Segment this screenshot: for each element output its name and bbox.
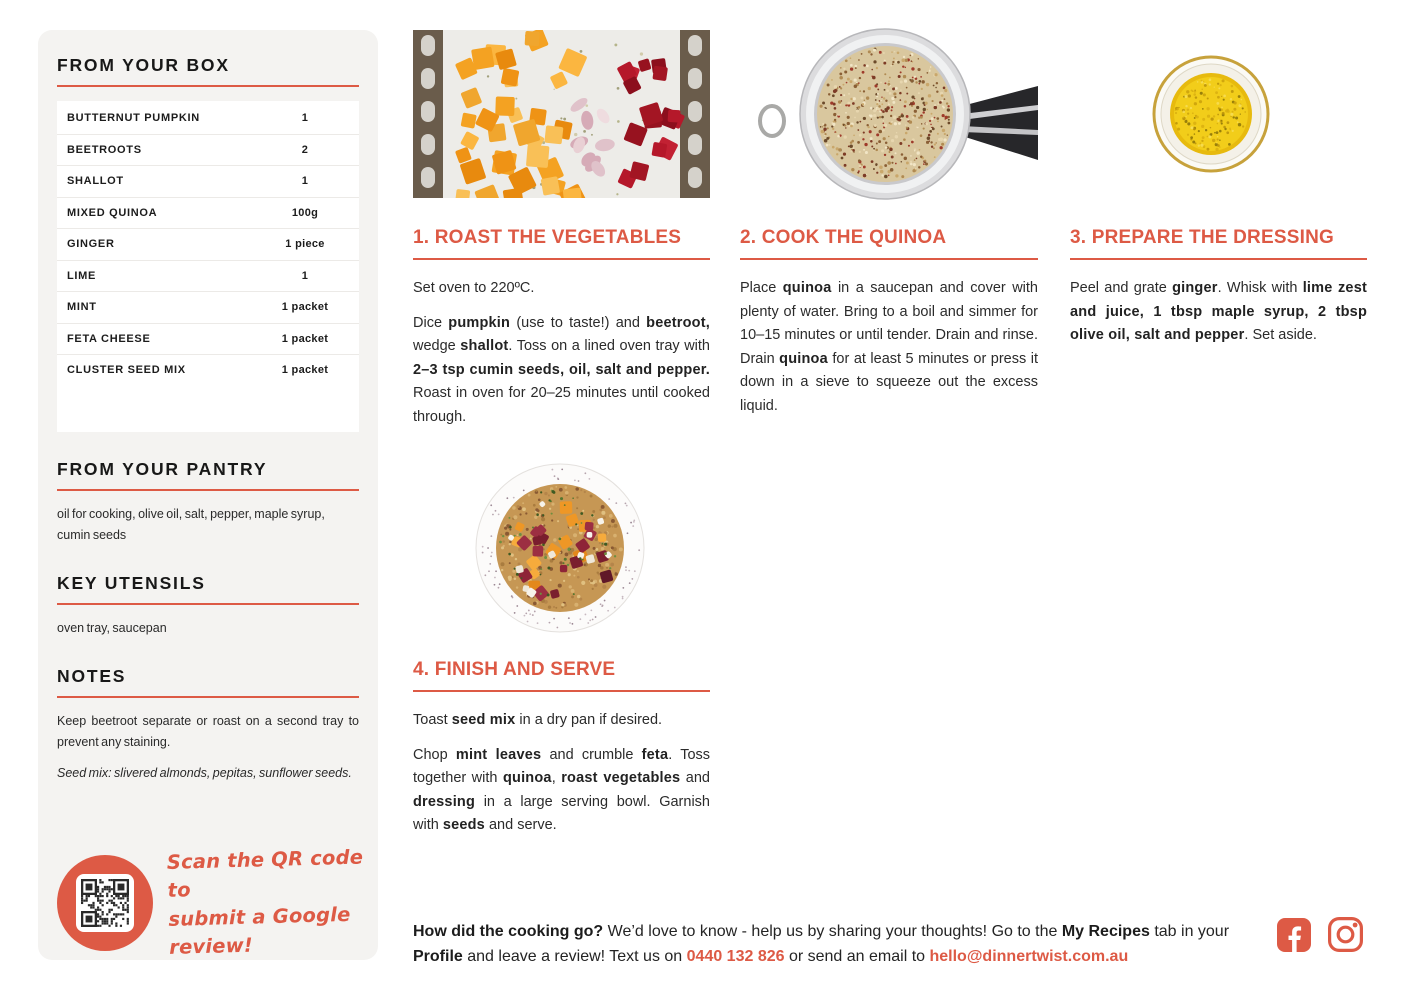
step-rule [1070,258,1367,260]
social-links [1276,916,1364,953]
ingredient-quantity: 1 [301,175,309,188]
from-your-box-heading: FROM YOUR BOX [57,55,230,75]
heading-rule [57,85,359,87]
step-4-text-2: Chop mint leaves and crumble feta. Toss together with quinoa, roast vegetables and dressing in a large serving bowl. Garnish with seeds and serve. [413,746,711,833]
ingredient-name: SHALLOT [67,175,124,188]
ingredient-row [57,292,359,324]
facebook-icon[interactable] [1276,917,1312,953]
ingredient-quantity: 1 packet [281,301,329,314]
ingredient-name: LIME [67,269,97,282]
step-2-text-1: Place quinoa in a saucepan and cover with plenty of water. Bring to a boil and simmer for 10–15 minutes or until tender. Drain and rinse. Drain quinoa for at least 5 minutes or press it down in a sieve to squeeze out the excess liquid. [740,280,1038,414]
qr-code-icon [81,879,129,927]
qr-code [76,874,134,932]
photo-finished-bowl [413,460,710,636]
notes-heading: NOTES [57,665,127,686]
photo-dressing-bowl [1070,30,1367,198]
ingredients-table [57,101,359,432]
ingredient-row [57,324,359,356]
instagram-icon[interactable] [1327,916,1364,953]
pantry-section [57,459,359,546]
qr-code-badge [57,855,153,951]
notes-section [57,666,359,784]
ingredient-quantity: 1 packet [281,332,329,345]
footer-feedback-message: How did the cooking go? We’d love to know - help us by sharing your thoughts! Go to the My Recipes tab in your Profile and leave a review! Text us on 0440 132 826 or send an email to hello@dinnertwist.com.au [413,923,1230,965]
ingredient-quantity: 100g [291,206,319,219]
step-rule [740,258,1038,260]
ingredient-row [57,198,359,230]
ingredient-name: GINGER [67,238,115,251]
ingredient-name: FETA CHEESE [67,332,151,345]
pantry-heading: FROM YOUR PANTRY [57,458,268,479]
notes-text: Keep beetroot separate or roast on a second tray to prevent any staining. [57,713,359,749]
notes-seed-mix-text: Seed mix: slivered almonds, pepitas, sunflower seeds. [57,765,352,780]
ingredient-name: MIXED QUINOA [67,206,158,219]
step-3-prepare-dressing [1070,30,1367,348]
ingredient-row [57,355,359,386]
step-rule [413,690,710,692]
ingredient-quantity: 1 packet [281,364,329,377]
ingredient-name: BEETROOTS [67,143,142,156]
utensils-heading: KEY UTENSILS [57,572,206,593]
heading-rule [57,603,359,605]
ingredient-name: MINT [67,301,97,314]
step-1-text-1: Set oven to 220ºC. [413,280,535,296]
ingredients-sidebar [38,30,378,960]
ingredient-name: CLUSTER SEED MIX [67,364,186,377]
step-3-title: 3. PREPARE THE DRESSING [1070,227,1334,248]
ingredient-row [57,103,359,135]
ingredient-row [57,261,359,293]
ingredient-quantity: 1 [301,269,309,282]
step-1-title: 1. ROAST THE VEGETABLES [413,227,682,248]
step-4-finish-serve [413,460,710,838]
ingredient-quantity: 1 piece [285,238,325,251]
step-2-title: 2. COOK THE QUINOA [740,227,947,248]
ingredient-name: BUTTERNUT PUMPKIN [67,112,200,125]
step-3-text-1: Peel and grate ginger. Whisk with lime zest and juice, 1 tbsp maple syrup, 2 tbsp olive oil, salt and pepper. Set aside. [1070,280,1367,343]
qr-caption: Scan the QR code to submit a Google review! [166,845,364,959]
step-rule [413,258,710,260]
photo-quinoa-saucepan [740,30,1038,198]
ingredient-quantity: 2 [301,143,309,156]
ingredient-row [57,229,359,261]
heading-rule [57,696,359,698]
utensils-text: oven tray, saucepan [57,620,167,635]
ingredient-quantity: 1 [301,112,309,125]
ingredient-row [57,166,359,198]
pantry-text: oil for cooking, olive oil, salt, pepper, maple syrup, cumin seeds [57,506,325,542]
google-review-prompt [57,846,378,959]
step-1-roast-vegetables [413,30,710,429]
step-1-text-2: Dice pumpkin (use to taste!) and beetroot, wedge shallot. Toss on a lined oven tray with 2–3 tsp cumin seeds, oil, salt and pepper. Roast in oven for 20–25 minutes until cooked through. [413,314,710,425]
ingredient-row [57,135,359,167]
heading-rule [57,489,359,491]
utensils-section [57,573,359,639]
step-4-title: 4. FINISH AND SERVE [413,659,616,680]
step-2-cook-quinoa [740,30,1038,418]
step-4-text-1: Toast seed mix in a dry pan if desired. [413,712,663,728]
photo-roasted-vegetables [413,30,710,198]
